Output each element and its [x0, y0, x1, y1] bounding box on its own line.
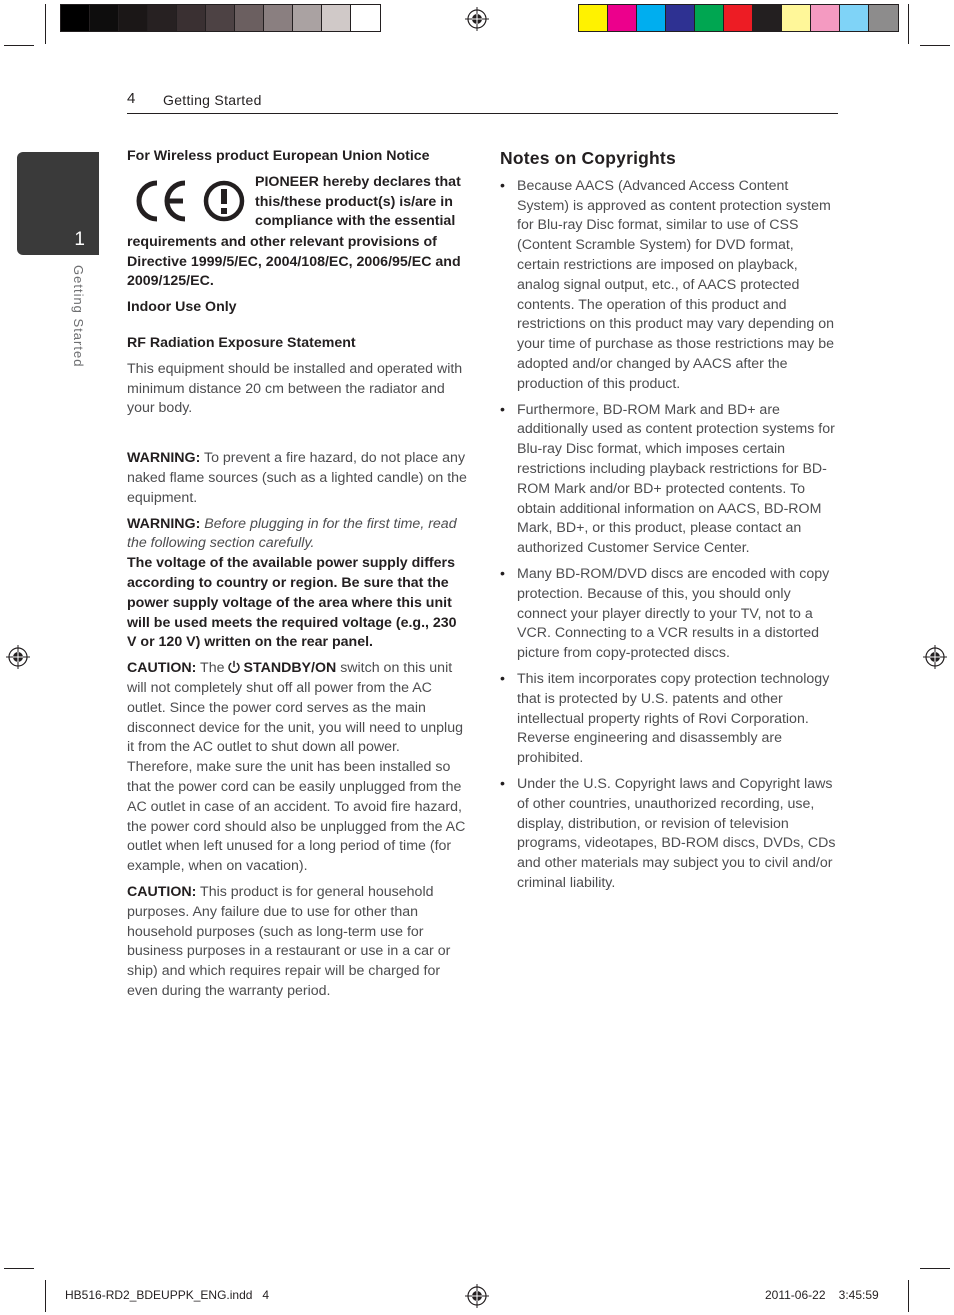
- ce-declaration-continued: requirements and other relevant provisions of Directive 1999/5/EC, 2004/108/EC, 2006/95/EC and 2009/125/EC.: [127, 233, 461, 290]
- swatch: [293, 5, 322, 31]
- swatch: [782, 5, 811, 31]
- swatch: [724, 5, 753, 31]
- swatch: [695, 5, 724, 31]
- caution-label: CAUTION:: [127, 883, 197, 900]
- swatch: [148, 5, 177, 31]
- indoor-use-note: Indoor Use Only: [127, 299, 237, 316]
- caution-household-text: This product is for general household purposes. Any failure due to use for other than household purposes (such as long-term use for business purposes in a restaurant or use in a car or ship) and which requires repair will be charged for even during the warranty period.: [127, 883, 451, 999]
- rf-title: RF Radiation Exposure Statement: [127, 334, 356, 351]
- caution-label: CAUTION:: [127, 660, 197, 677]
- warning-plugging-text: Before plugging in for the first time, read the following section carefully.: [127, 515, 457, 552]
- caution-standby-pre: The: [196, 660, 225, 677]
- header-rule: [127, 113, 838, 114]
- left-column: [127, 147, 467, 1008]
- list-item: • This item incorporates copy protection technology that is protected by U.S. patents and other intellectual property rights of Rovi Corporation. Reverse engineering and disassembly are prohibited.: [500, 670, 840, 769]
- caution-household: [127, 883, 467, 1002]
- copyright-notes-list: [500, 177, 840, 894]
- footer-time: 3:45:59: [832, 1288, 879, 1302]
- chapter-side-label: Getting Started: [71, 265, 86, 368]
- registration-mark-icon: [465, 1284, 489, 1308]
- chapter-tab: [17, 152, 99, 255]
- chapter-number: 1: [74, 229, 85, 250]
- crop-mark: [4, 1268, 34, 1269]
- footer-date: 2011-06-22: [765, 1288, 826, 1302]
- swatch: [840, 5, 869, 31]
- power-icon: [227, 660, 241, 674]
- swatch: [869, 5, 898, 31]
- swatch: [351, 5, 380, 31]
- crop-mark: [4, 45, 34, 46]
- swatch: [811, 5, 840, 31]
- swatch: [666, 5, 695, 31]
- warning-plugging: [127, 515, 467, 555]
- swatch: [637, 5, 666, 31]
- warning-label: WARNING:: [127, 450, 201, 467]
- swatch: [90, 5, 119, 31]
- warning-fire: [127, 449, 467, 508]
- right-column: [500, 147, 840, 900]
- crop-mark: [908, 4, 909, 44]
- standby-on-label: STANDBY/ON: [243, 660, 337, 677]
- swatch: [264, 5, 293, 31]
- ce-mark-icon: [127, 173, 251, 229]
- swatch: [61, 5, 90, 31]
- footer-filename: HB516-RD2_BDEUPPK_ENG.indd 4: [65, 1288, 270, 1302]
- list-item: • Furthermore, BD-ROM Mark and BD+ are additionally used as content protection systems for Blu-ray Disc format, which imposes certain restrictions including playback restrictions for BD-ROM Mark and/or BD+ protected contents. To obtain additional information on AACS, BD-ROM Mark, BD+, or this product, please contact an authorized Customer Service Center.: [500, 401, 840, 559]
- registration-mark-icon: [465, 7, 489, 31]
- swatch: [322, 5, 351, 31]
- swatch: [579, 5, 608, 31]
- page-number: 4: [127, 90, 136, 107]
- caution-standby-text: switch on this unit will not completely shut off all power from the AC outlet. Since the power cord serves as the main disconnect device for the unit, you will need to unplug it from the AC outlet to shut down all power. Therefore, make sure the unit has been installed so that the power cord can be easily unplugged from the AC outlet in case of an accident. To avoid fire hazard, the power cord should also be unplugged from the AC outlet when left unused for a long period of time (for example, when on vacation).: [127, 660, 466, 875]
- list-item: • Because AACS (Advanced Access Content System) is approved as content protection system for Blu-ray Disc format, similar to use of CSS (Content Scramble System) for DVD format, certain restrictions are imposed on playback, analog signal output, etc., of AACS protected contents. The operation of this product and restrictions on this product may vary depending on your time of purchase as those restrictions may be adopted and/or changed by AACS after the production of this product.: [500, 177, 840, 395]
- swatch: [753, 5, 782, 31]
- swatch: [206, 5, 235, 31]
- grayscale-color-bar: [60, 4, 381, 32]
- crop-mark: [908, 1280, 909, 1312]
- crop-mark: [45, 1280, 46, 1312]
- copyrights-title: Notes on Copyrights: [500, 148, 676, 168]
- crop-mark: [920, 45, 950, 46]
- caution-standby: [127, 659, 467, 877]
- eu-notice-title: For Wireless product European Union Notice: [127, 148, 430, 164]
- ce-declaration-text: PIONEER hereby declares that this/these product(s) is/are in compliance with the essential: [255, 173, 461, 230]
- list-item: • Under the U.S. Copyright laws and Copyright laws of other countries, unauthorized recording, use, display, distribution, or revision of television programs, videotapes, BD-ROM discs, DVDs, CDs and other materials may subject you to civil and/or criminal liability.: [500, 775, 840, 894]
- swatch: [235, 5, 264, 31]
- warning-fire-text: To prevent a fire hazard, do not place any naked flame sources (such as a lighted candle) on the equipment.: [127, 450, 467, 506]
- voltage-notice: The voltage of the available power supply differs according to country or region. Be sure that the power supply voltage of the area where this unit will be used meets the required voltage (e.g., 230 V or 120 V) written on the rear panel.: [127, 555, 457, 651]
- swatch: [608, 5, 637, 31]
- running-head: Getting Started: [163, 92, 262, 108]
- registration-mark-icon: [6, 645, 30, 669]
- swatch: [119, 5, 148, 31]
- swatch: [177, 5, 206, 31]
- rf-text: This equipment should be installed and operated with minimum distance 20 cm between the radiator and your body.: [127, 360, 463, 417]
- crop-mark: [920, 1268, 950, 1269]
- list-item: • Many BD-ROM/DVD discs are encoded with copy protection. Because of this, you should only connect your player directly to your TV, not to a VCR. Connecting to a VCR results in a distorted picture from copy-protected discs.: [500, 565, 840, 664]
- process-color-bar: [578, 4, 899, 32]
- ce-declaration: [127, 173, 467, 233]
- crop-mark: [45, 4, 46, 44]
- warning-label: WARNING:: [127, 515, 201, 532]
- registration-mark-icon: [923, 645, 947, 669]
